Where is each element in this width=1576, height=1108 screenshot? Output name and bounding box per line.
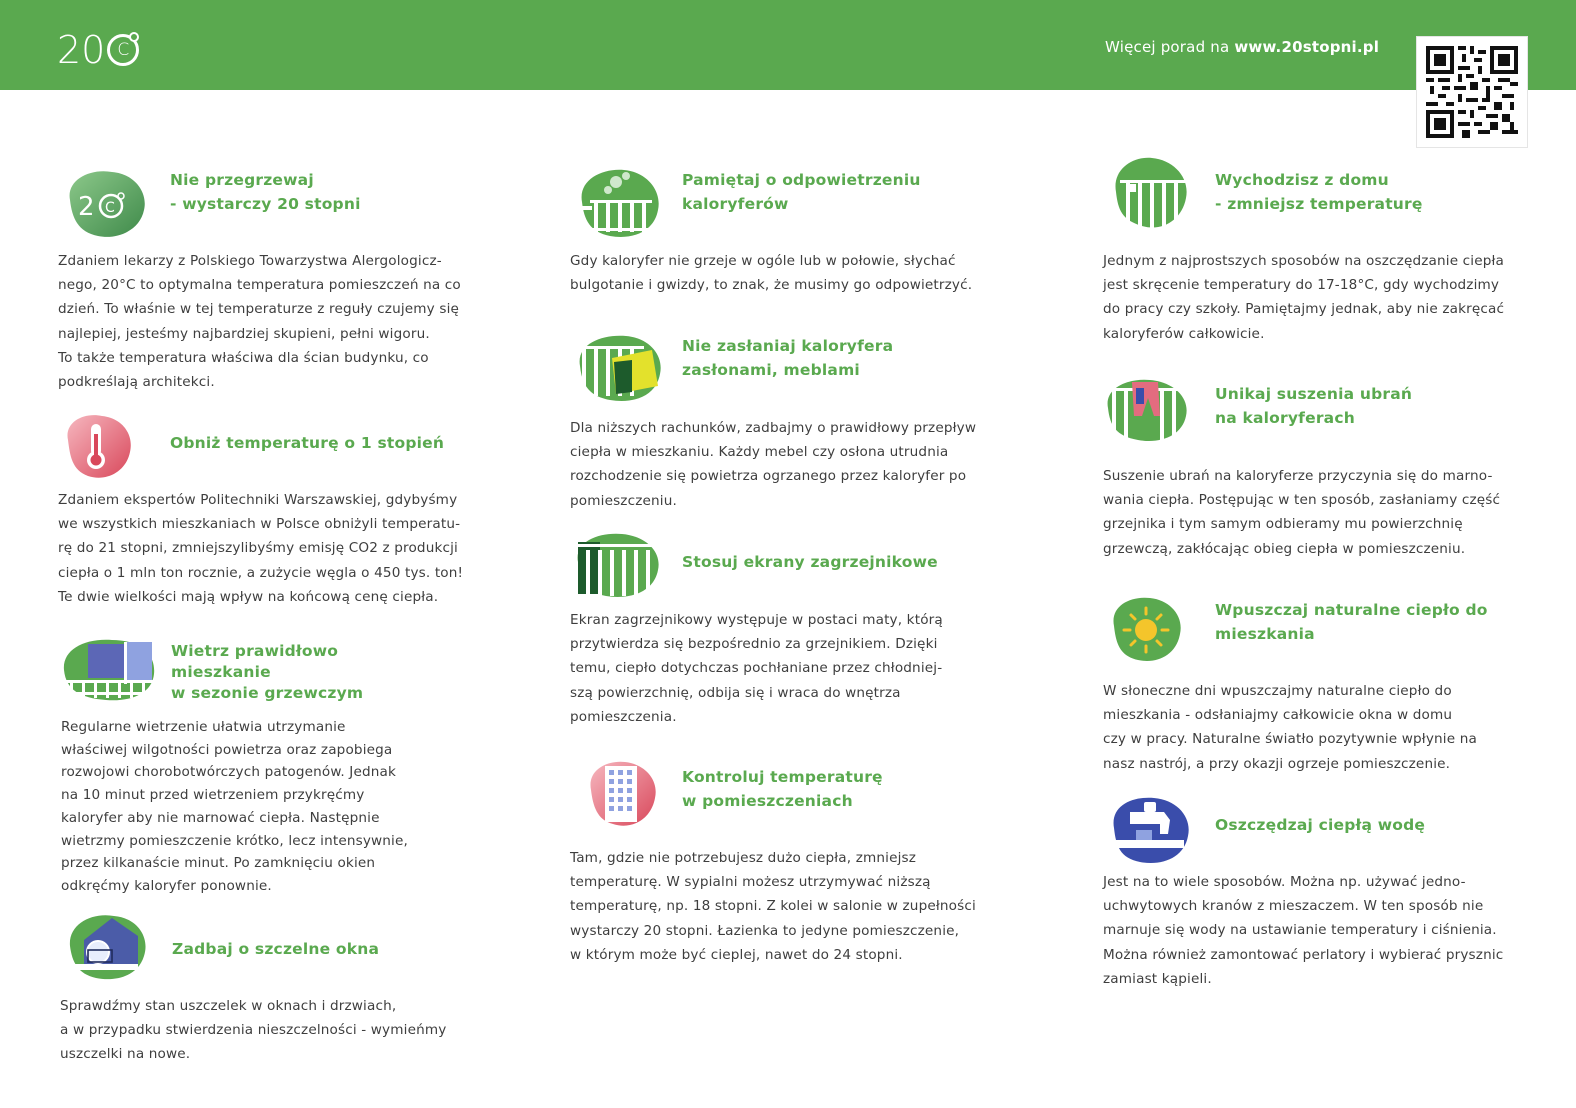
- tip-title: Oszczędzaj ciepłą wodę: [1215, 816, 1426, 834]
- tip-title: Wychodzisz z domu - zmniejsz temperaturę: [1215, 171, 1423, 213]
- website-prefix: Więcej porad na: [1105, 38, 1235, 56]
- tip-body: Dla niższych rachunków, zadbajmy o prawidłowy przepływ ciepła w mieszkaniu. Każdy mebel czy osłona utrudnia rozchodzenie się powietrza ogrzanego przez kaloryfer po pomieszczeniu.: [570, 420, 977, 509]
- tip-title: Obniż temperaturę o 1 stopień: [170, 434, 445, 452]
- radiator-screen-icon: [572, 530, 662, 600]
- tip-title: Wpuszczaj naturalne ciepło do mieszkania: [1215, 601, 1488, 643]
- thermometer-icon: [60, 410, 134, 482]
- svg-text:C: C: [105, 200, 115, 216]
- radiator-leaving-icon: [1110, 154, 1190, 234]
- tip-body: Jednym z najprostszych sposobów na oszczędzanie ciepła jest skręcenie temperatury do 17-18°C, gdy wychodzimy do pracy czy szkoły. Pamiętajmy jednak, aby nie zakręcać kaloryferów całkowicie.: [1103, 253, 1505, 342]
- sun-icon: [1108, 594, 1184, 664]
- radiator-furniture-icon: [574, 332, 664, 404]
- tip-body: Tam, gdzie nie potrzebujesz dużo ciepła, zmniejsz temperaturę. W sypialni możesz utrzymywać niższą temperaturę, np. 18 stopni. Z kolei w salonie w zupełności wystarczy 20 stopni. Łazienka to jedyne pomieszczenie, w którym może być cieplej, nawet do 24 stopni.: [570, 850, 976, 963]
- tip-body: W słoneczne dni wpuszczajmy naturalne ciepło do mieszkania - odsłaniajmy całkowicie okna w domu czy w pracy. Naturalne światło pozytywnie wpłynie na nasz nastrój, a przy okazji ogrzeje pomieszczenie.: [1103, 683, 1477, 772]
- tip-body: Ekran zagrzejnikowy występuje w postaci maty, którą przytwierdza się bezpośrednio za grzejnikiem. Dzięki temu, ciepło dotychczas pochłaniane przez chłodniej- szą powierzchnię, odbija się i wraca do wnętrza pomieszczenia.: [570, 612, 943, 725]
- tip-title: Stosuj ekrany zagrzejnikowe: [682, 553, 938, 571]
- radiator-bleed-icon: [576, 166, 662, 242]
- faucet-icon: [1108, 794, 1190, 866]
- thermometer-20c-icon: [60, 166, 148, 242]
- tip-body: Suszenie ubrań na kaloryferze przyczynia się do marno- wania ciepła. Postępując w ten sposób, zasłaniamy część grzejnika i tym samym odbieramy mu powierzchnię grzewczą, zakłócając obieg ciepła w pomieszczeniu.: [1103, 468, 1501, 557]
- brand-logo: [57, 30, 139, 70]
- tip-body: Zdaniem lekarzy z Polskiego Towarzystwa Alergologicz- nego, 20°C to optymalna temperatura pomieszczeń na co dzień. To właśnie w tej temperaturze z reguły czujemy się najlepiej, jesteśmy najbardziej skupieni, pełni wigoru. To także temperatura właściwa dla ścian budynku, co podkreślają architekci.: [58, 253, 461, 391]
- tip-title: Nie przegrzewaj - wystarczy 20 stopni: [170, 171, 361, 213]
- logo-text: 20: [57, 28, 106, 72]
- tip-body: Jest na to wiele sposobów. Można np. używać jedno- uchwytowych kranów z mieszaczem. W ten sposób nie marnuje się wody na ustawianie temperatury i ciśnienia. Można również zamontować perlatory i wybierać prysznic zamiast kąpieli.: [1103, 874, 1504, 987]
- tip-title: Kontroluj temperaturę w pomieszczeniach: [682, 768, 883, 810]
- website-promo: [1105, 38, 1379, 56]
- svg-text:2: 2: [78, 192, 95, 222]
- header-bar: [0, 0, 1576, 90]
- window-seal-icon: [64, 910, 150, 982]
- drying-clothes-icon: [1102, 376, 1190, 444]
- tip-title: Wietrz prawidłowo mieszkanie w sezonie grzewczym: [171, 642, 364, 702]
- tip-title: Unikaj suszenia ubrań na kaloryferach: [1215, 385, 1413, 427]
- tip-body: Regularne wietrzenie ułatwia utrzymanie właściwej wilgotności powietrza oraz zapobiega rozwojowi chorobotwórczych patogenów. Jednak na 10 minut przed wietrzeniem przykręćmy kaloryfer aby nie marnować ciepła. Następnie wietrzmy pomieszczenie krótko, lecz intensywnie, przez kilkanaście minut. Po zamknięciu okien odkręćmy kaloryfer ponownie.: [61, 719, 408, 894]
- website-link[interactable]: www.20stopni.pl: [1234, 38, 1380, 56]
- tip-body: Sprawdźmy stan uszczelek w oknach i drzwiach, a w przypadku stwierdzenia nieszczelności - wymieńmy uszczelki na nowe.: [60, 998, 447, 1063]
- tip-body: Gdy kaloryfer nie grzeje w ogóle lub w połowie, słychać bulgotanie i gwizdy, to znak, że musimy go odpowietrzyć.: [570, 253, 973, 294]
- tip-title: Pamiętaj o odpowietrzeniu kaloryferów: [682, 171, 921, 213]
- building-icon: [585, 758, 659, 830]
- tip-body: Zdaniem ekspertów Politechniki Warszawskiej, gdybyśmy we wszystkich mieszkaniach w Polsce obniżyli temperatu- rę do 21 stopni, zmniejszylibyśmy emisję CO2 z produkcji ciepła o 1 mln ton rocznie, a zużycie węgla o 450 tys. ton! Te dwie wielkości mają wpływ na końcową cenę ciepła.: [58, 492, 464, 605]
- degree-celsius-icon: C: [107, 34, 139, 66]
- qr-code-icon[interactable]: [1417, 37, 1527, 147]
- tip-title: Zadbaj o szczelne okna: [172, 940, 380, 958]
- open-window-icon: [60, 636, 158, 702]
- tip-title: Nie zasłaniaj kaloryfera zasłonami, meblami: [682, 337, 894, 379]
